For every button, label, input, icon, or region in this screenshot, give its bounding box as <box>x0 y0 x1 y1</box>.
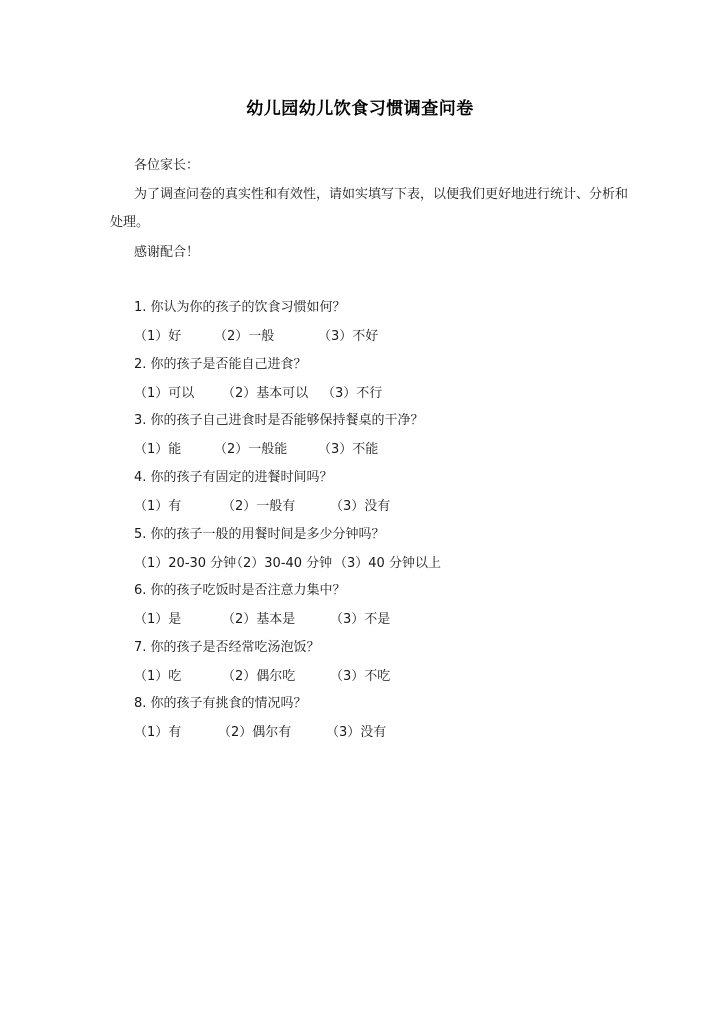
option: （1）能 <box>134 442 182 457</box>
option: （3）不好 <box>318 329 379 344</box>
question-2: 2. 你的孩子是否能自己进食？ <box>134 357 307 372</box>
page-title: 幼儿园幼儿饮食习惯调查问卷 <box>246 99 474 119</box>
option: （1）好 <box>134 329 182 344</box>
intro-paragraph-line-1: 为了调查问卷的真实性和有效性，请如实填写下表，以便我们更好地进行统计、分析和 <box>134 187 629 202</box>
option: （3）不是 <box>330 612 391 627</box>
option: （3）40 分钟以上 <box>334 556 441 571</box>
option: （2）基本可以 <box>222 386 309 401</box>
question-7: 7. 你的孩子是否经常吃汤泡饭？ <box>134 640 320 655</box>
option: （2）一般能 <box>214 442 288 457</box>
option: （2）偶尔有 <box>218 725 292 740</box>
option: （3）没有 <box>330 499 391 514</box>
option: （2）一般有 <box>222 499 296 514</box>
question-1: 1. 你认为你的孩子的饮食习惯如何？ <box>134 300 346 315</box>
option: （2）基本是 <box>222 612 296 627</box>
question-8: 8. 你的孩子有挑食的情况吗？ <box>134 696 307 711</box>
intro-paragraph-line-2: 处理。 <box>110 215 150 230</box>
question-6: 6. 你的孩子吃饭时是否注意力集中？ <box>134 583 346 598</box>
option: （2）偶尔吃 <box>222 669 296 684</box>
option: （3）没有 <box>326 725 387 740</box>
option: （1）吃 <box>134 669 182 684</box>
option: （2）30-40 分钟 <box>230 556 333 571</box>
salutation: 各位家长： <box>134 158 200 173</box>
thanks-line: 感谢配合！ <box>134 245 200 260</box>
question-5: 5. 你的孩子一般的用餐时间是多少分钟吗？ <box>134 527 385 542</box>
option: （3）不吃 <box>330 669 391 684</box>
option: （1）20-30 分钟 <box>134 556 237 571</box>
option: （1）可以 <box>134 386 195 401</box>
question-4: 4. 你的孩子有固定的进餐时间吗？ <box>134 470 333 485</box>
option: （1）有 <box>134 725 182 740</box>
option: （3）不能 <box>318 442 379 457</box>
option: （1）有 <box>134 499 182 514</box>
option: （1）是 <box>134 612 182 627</box>
question-3: 3. 你的孩子自己进食时是否能够保持餐桌的干净？ <box>134 413 424 428</box>
option: （3）不行 <box>322 386 383 401</box>
option: （2）一般 <box>214 329 275 344</box>
